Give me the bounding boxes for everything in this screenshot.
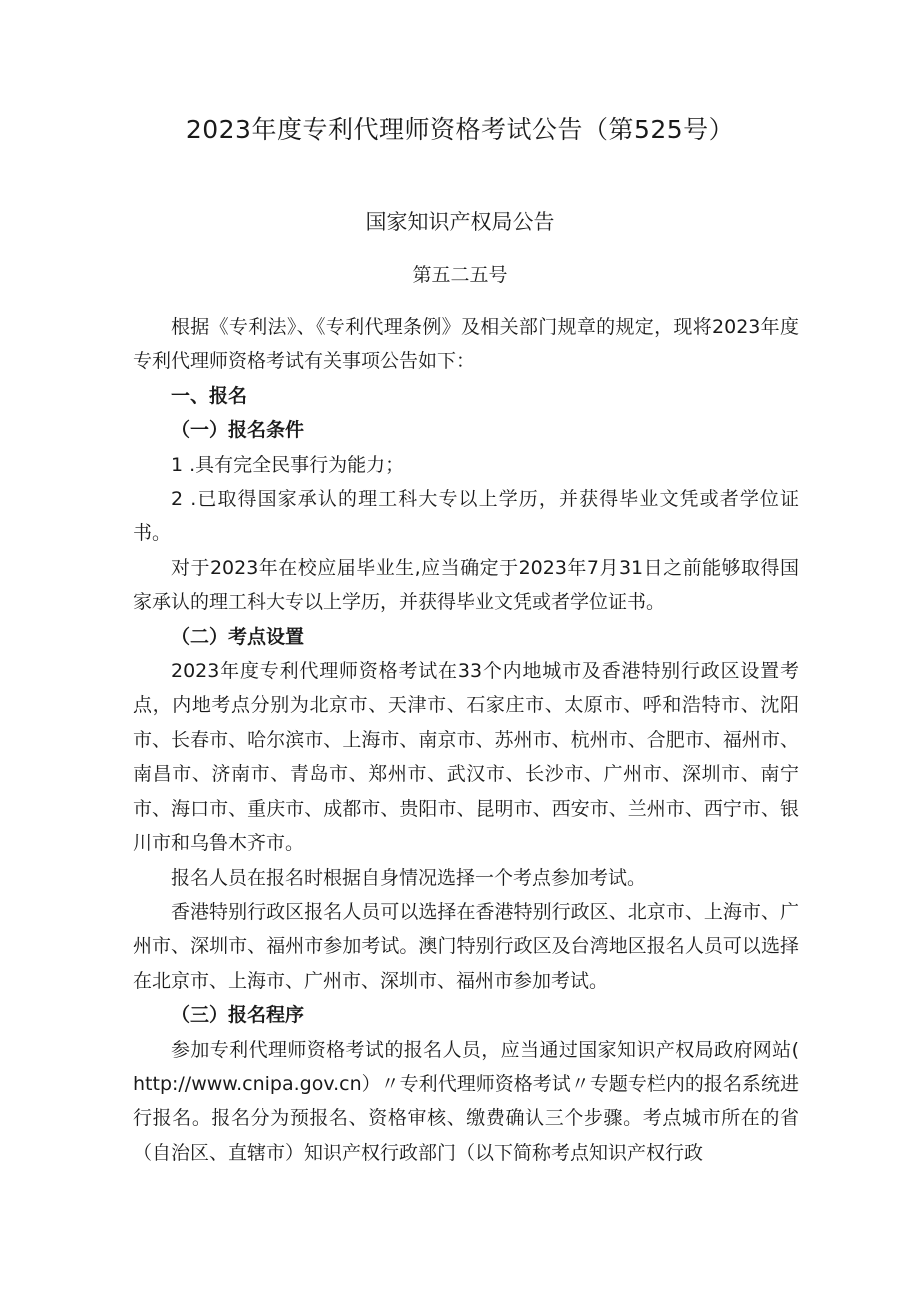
intro-paragraph: 根据《专利法》、《专利代理条例》及相关部门规章的规定，现将2023年度专利代理师资格考试有关事项公告如下： [133,316,799,373]
document-title: 2023年度专利代理师资格考试公告（第525号） [185,115,735,144]
condition-item-2: 2 .已取得国家承认的理工科大专以上学历，并获得毕业文凭或者学位证书。 [133,488,799,545]
choose-site-paragraph: 报名人员在报名时根据自身情况选择一个考点参加考试。 [171,866,647,889]
condition-item-1: 1 .具有完全民事行为能力； [171,453,405,476]
document-body [133,310,799,1170]
subsection-heading-sites: （二）考点设置 [171,625,305,648]
subsection-heading-conditions: （一）报名条件 [171,419,305,442]
subsection-heading-procedure: （三）报名程序 [171,1004,305,1027]
hk-macao-taiwan-paragraph: 香港特别行政区报名人员可以选择在香港特别行政区、北京市、上海市、广州市、深圳市、福州市参加考试。澳门特别行政区及台湾地区报名人员可以选择在北京市、上海市、广州市、深圳市、福州市参加考试。 [133,900,799,992]
graduates-paragraph: 对于2023年在校应届毕业生,应当确定于2023年7月31日之前能够取得国家承认的理工科大专以上学历，并获得毕业文凭或者学位证书。 [133,556,799,614]
procedure-paragraph: 参加专利代理师资格考试的报名人员，应当通过国家知识产权局政府网站( http://www.cnipa.gov.cn）〃专利代理师资格考试〃专题专栏内的报名系统进行报名。报名分为预报名、资格审核、缴费确认三个步骤。考点城市所在的省（自治区、直辖市）知识产权行政部门（以下简称考点知识产权行政 [133,1038,799,1164]
exam-sites-paragraph: 2023年度专利代理师资格考试在33个内地城市及香港特别行政区设置考点，内地考点分别为北京市、天津市、石家庄市、太原市、呼和浩特市、沈阳市、长春市、哈尔滨市、上海市、南京市、苏州市、杭州市、合肥市、福州市、南昌市、济南市、青岛市、郑州市、武汉市、长沙市、广州市、深圳市、南宁市、海口市、重庆市、成都市、贵阳市、昆明市、西安市、兰州市、西宁市、银川市和乌鲁木齐市。 [133,660,799,855]
issuer-heading: 国家知识产权局公告 [365,210,555,234]
section-heading-registration: 一、报名 [171,384,248,407]
announcement-number: 第五二五号 [412,264,508,286]
